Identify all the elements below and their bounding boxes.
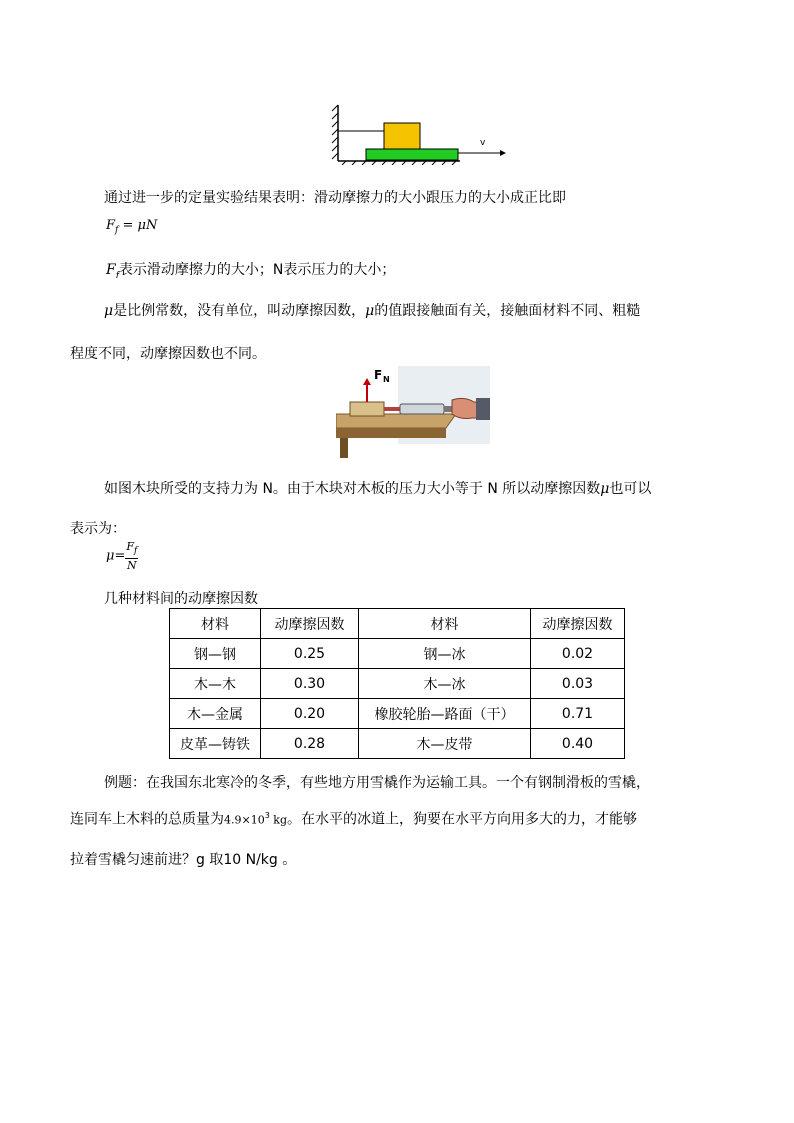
- table-cell: 钢—钢: [170, 639, 261, 669]
- formula-friction: [106, 218, 157, 236]
- table-header-row: [170, 609, 625, 639]
- table-cell: 橡胶轮胎—路面（干）: [359, 699, 531, 729]
- table-cell: 0.25: [261, 639, 359, 669]
- mu-text-b: 的值跟接触面有关，接触面材料不同、粗糙: [374, 303, 641, 319]
- table-cell: 0.20: [261, 699, 359, 729]
- fraction-denominator: N: [127, 559, 137, 573]
- example-line1: 例题：在我国东北寒冷的冬季，有些地方用雪橇作为运输工具。一个有钢制滑板的雪橇，: [104, 775, 650, 791]
- formula-mu-fraction: [125, 540, 138, 572]
- table-cell: 木—皮带: [359, 729, 531, 759]
- table-header: 动摩擦因数: [261, 609, 359, 639]
- table-header: 材料: [359, 609, 531, 639]
- example-line2-b: 。在水平的冰道上，狗要在水平方向用多大的力，才能够: [287, 811, 638, 828]
- table-row: [170, 699, 625, 729]
- green-board: [366, 149, 458, 160]
- mu-text-a: 是比例常数，没有单位，叫动摩擦因数，: [113, 303, 366, 319]
- formula-lhs: F: [106, 218, 116, 233]
- table-header: 动摩擦因数: [531, 609, 625, 639]
- table-cell: 0.03: [531, 669, 625, 699]
- mass-value: 4.9×10: [224, 813, 265, 827]
- paragraph-mu-line1: [104, 301, 640, 321]
- mu-symbol-2: μ: [365, 303, 375, 319]
- force-label-sub: N: [383, 375, 390, 384]
- mu-symbol: μ: [104, 303, 114, 319]
- table-row: [170, 729, 625, 759]
- example-line3: 拉着雪橇匀速前进？g 取10 N/kg 。: [70, 852, 297, 868]
- wood-block: [350, 402, 384, 416]
- table-row: [170, 669, 625, 699]
- example-line2-a: 连同车上木料的总质量为: [70, 811, 224, 828]
- table-cell: 钢—冰: [359, 639, 531, 669]
- table-header: 材料: [170, 609, 261, 639]
- friction-table: [169, 608, 625, 759]
- mu-symbol-3: μ: [600, 481, 610, 497]
- table-row: [170, 639, 625, 669]
- formula-eq: =: [118, 218, 138, 233]
- table-leg: [340, 438, 348, 458]
- symbols-text: 表示滑动摩擦力的大小；N表示压力的大小；: [118, 262, 396, 278]
- friction-setup-figure: [330, 103, 510, 165]
- arrow-head-icon: [500, 150, 506, 156]
- spring-hook: [384, 407, 400, 411]
- paragraph-support-line1: [104, 479, 651, 499]
- velocity-label: v: [480, 138, 486, 148]
- table-cell: 0.71: [531, 699, 625, 729]
- formula-mu: [106, 540, 138, 572]
- formula-rhs: μN: [137, 218, 158, 233]
- mass-unit: kg: [269, 813, 288, 827]
- formula-mu-lhs: μ=: [106, 548, 126, 564]
- paragraph-support-line2: 表示为：: [70, 521, 126, 537]
- fraction-numerator-sub: f: [133, 546, 138, 557]
- table-cell: 木—金属: [170, 699, 261, 729]
- wall-hatch: [332, 105, 338, 159]
- symbol-f-sub: f: [115, 270, 119, 281]
- yellow-block: [384, 123, 420, 149]
- paragraph-proportional: 通过进一步的定量实验结果表明：滑动摩擦力的大小跟压力的大小成正比即: [104, 190, 566, 206]
- example-line2: [70, 806, 637, 831]
- spring-scale-figure: [336, 366, 490, 458]
- mass-exponent: 3: [264, 811, 270, 820]
- support-text-a: 如图木块所受的支持力为 N。由于木块对木板的压力大小等于 N 所以动摩擦因数: [104, 481, 601, 497]
- paragraph-mu-line2: 程度不同，动摩擦因数也不同。: [70, 346, 266, 362]
- table-cell: 0.28: [261, 729, 359, 759]
- support-text-b: 也可以: [609, 481, 652, 497]
- sleeve: [476, 398, 490, 420]
- table-cell: 皮革—铸铁: [170, 729, 261, 759]
- formula-lhs-sub: f: [115, 225, 119, 236]
- paragraph-symbols: [106, 260, 395, 286]
- table-cell: 0.40: [531, 729, 625, 759]
- table-cell: 0.30: [261, 669, 359, 699]
- table-front: [336, 428, 446, 438]
- fraction-numerator: F: [126, 540, 134, 553]
- table-title: 几种材料间的动摩擦因数: [104, 591, 258, 607]
- table-cell: 木—冰: [359, 669, 531, 699]
- table-cell: 木—木: [170, 669, 261, 699]
- spring-scale: [400, 404, 444, 414]
- symbol-f: F: [106, 262, 116, 278]
- force-label: F: [374, 368, 383, 382]
- table-cell: 0.02: [531, 639, 625, 669]
